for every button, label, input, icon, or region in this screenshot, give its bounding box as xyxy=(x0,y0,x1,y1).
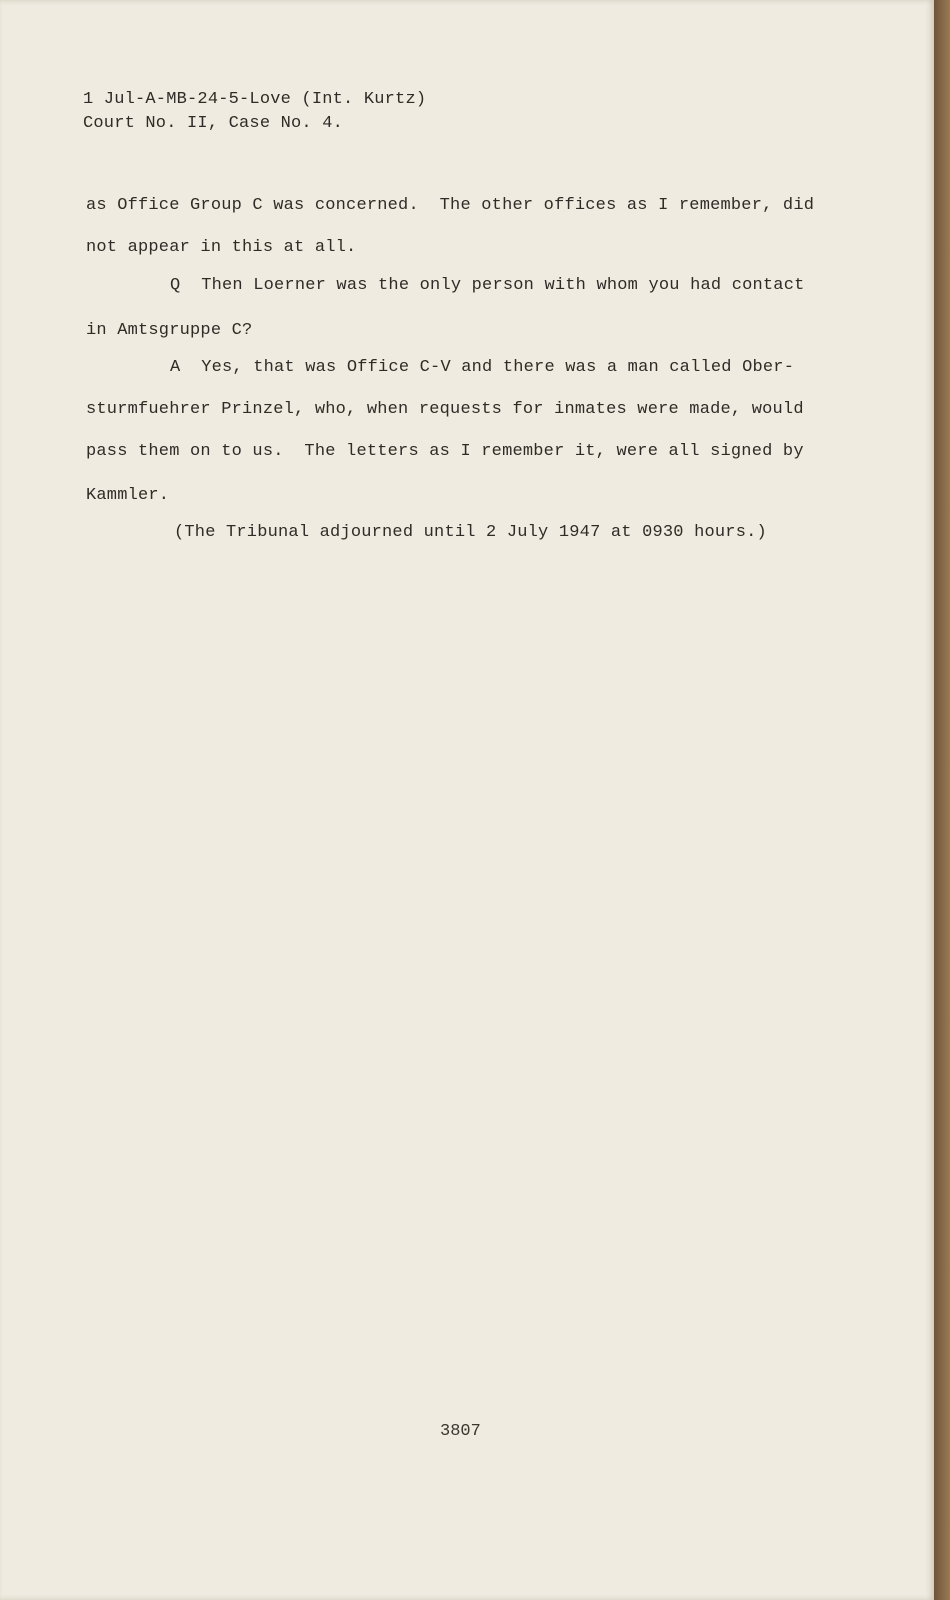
page-edge xyxy=(934,0,950,1600)
transcript-question: Q Then Loerner was the only person with whom you had contact xyxy=(170,276,805,295)
transcript-answer: A Yes, that was Office C-V and there was a man called Ober- xyxy=(170,358,795,377)
transcript-line: Kammler. xyxy=(86,486,170,505)
adjournment-note: (The Tribunal adjourned until 2 July 1947 at 0930 hours.) xyxy=(174,523,767,542)
transcript-line: in Amtsgruppe C? xyxy=(86,321,253,340)
transcript-line: pass them on to us. The letters as I remember it, were all signed by xyxy=(86,442,804,461)
transcript-line: as Office Group C was concerned. The other offices as I remember, did xyxy=(86,196,815,215)
header-reference-line: 1 Jul-A-MB-24-5-Love (Int. Kurtz) xyxy=(83,90,427,109)
header-court-line: Court No. II, Case No. 4. xyxy=(83,114,344,133)
transcript-line: sturmfuehrer Prinzel, who, when requests for inmates were made, would xyxy=(86,400,804,419)
transcript-line: not appear in this at all. xyxy=(86,238,357,257)
page-number: 3807 xyxy=(440,1422,481,1441)
